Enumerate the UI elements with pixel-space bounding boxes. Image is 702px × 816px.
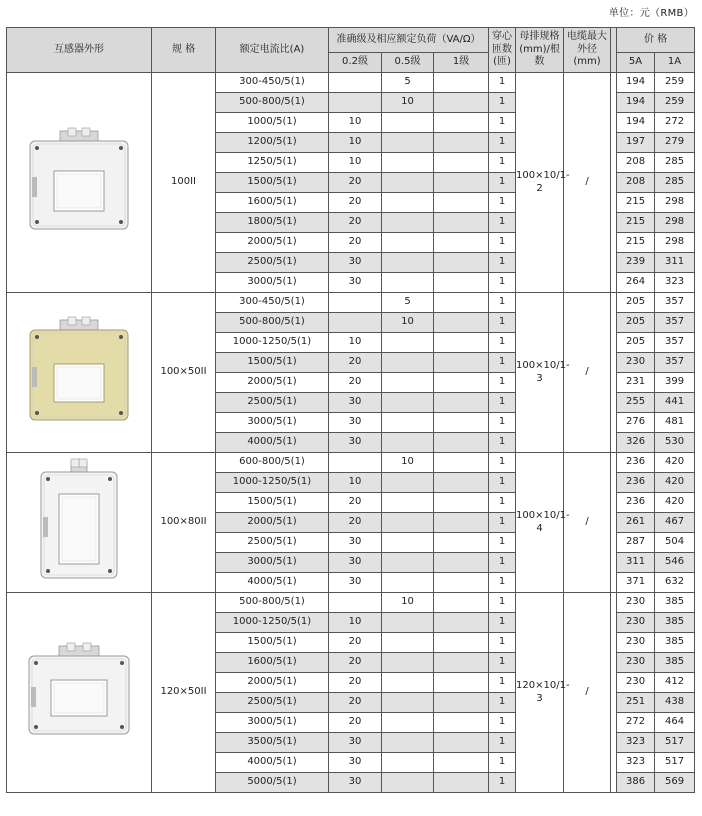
ratio-cell: 600-800/5(1)	[216, 453, 329, 473]
price-1a-cell: 632	[655, 573, 695, 593]
current-transformer-image	[20, 127, 138, 239]
acc-05-cell	[382, 193, 434, 213]
price-1a-cell: 441	[655, 393, 695, 413]
header-acc-05: 0.5级	[382, 53, 434, 73]
header-ratio: 额定电流比(A)	[216, 28, 329, 73]
acc-05-cell	[382, 393, 434, 413]
acc-1-cell	[434, 573, 489, 593]
price-1a-cell: 385	[655, 613, 695, 633]
acc-05-cell	[382, 353, 434, 373]
ratio-cell: 1200/5(1)	[216, 133, 329, 153]
acc-1-cell	[434, 753, 489, 773]
acc-1-cell	[434, 473, 489, 493]
unit-label: 单位：元（RMB）	[608, 8, 694, 19]
ratio-cell: 1500/5(1)	[216, 353, 329, 373]
turns-cell: 1	[489, 513, 516, 533]
price-5a-cell: 261	[617, 513, 655, 533]
header-price: 价 格	[617, 28, 695, 53]
table-row	[7, 73, 695, 93]
ratio-cell: 3000/5(1)	[216, 553, 329, 573]
acc-02-cell	[329, 313, 382, 333]
acc-05-cell	[382, 533, 434, 553]
ratio-cell: 500-800/5(1)	[216, 313, 329, 333]
price-5a-cell: 236	[617, 473, 655, 493]
acc-05-cell: 5	[382, 293, 434, 313]
acc-05-cell	[382, 333, 434, 353]
price-5a-cell: 205	[617, 333, 655, 353]
ratio-cell: 3500/5(1)	[216, 733, 329, 753]
acc-02-cell: 10	[329, 153, 382, 173]
turns-cell: 1	[489, 553, 516, 573]
acc-02-cell: 20	[329, 493, 382, 513]
turns-cell: 1	[489, 333, 516, 353]
price-1a-cell: 517	[655, 753, 695, 773]
spec-cell: 100×50II	[152, 293, 216, 453]
acc-05-cell	[382, 173, 434, 193]
cable-cell: /	[564, 293, 611, 453]
price-1a-cell: 259	[655, 73, 695, 93]
transformer-image-cell	[7, 453, 152, 593]
turns-cell: 1	[489, 173, 516, 193]
turns-cell: 1	[489, 753, 516, 773]
acc-05-cell: 10	[382, 453, 434, 473]
ratio-cell: 1000/5(1)	[216, 113, 329, 133]
acc-02-cell: 30	[329, 393, 382, 413]
acc-05-cell	[382, 773, 434, 793]
acc-02-cell: 10	[329, 333, 382, 353]
header-cable: 电缆最大外径(mm)	[564, 28, 611, 73]
ratio-cell: 2000/5(1)	[216, 673, 329, 693]
turns-cell: 1	[489, 73, 516, 93]
price-1a-cell: 438	[655, 693, 695, 713]
ratio-cell: 4000/5(1)	[216, 573, 329, 593]
price-5a-cell: 276	[617, 413, 655, 433]
ratio-cell: 1600/5(1)	[216, 193, 329, 213]
turns-cell: 1	[489, 733, 516, 753]
price-5a-cell: 230	[617, 353, 655, 373]
acc-02-cell: 10	[329, 613, 382, 633]
price-5a-cell: 208	[617, 173, 655, 193]
acc-1-cell	[434, 313, 489, 333]
ratio-cell: 3000/5(1)	[216, 273, 329, 293]
transformer-image-cell	[7, 293, 152, 453]
turns-cell: 1	[489, 773, 516, 793]
turns-cell: 1	[489, 213, 516, 233]
acc-1-cell	[434, 373, 489, 393]
acc-1-cell	[434, 273, 489, 293]
cable-cell: /	[564, 73, 611, 293]
price-5a-cell: 231	[617, 373, 655, 393]
turns-cell: 1	[489, 633, 516, 653]
ratio-cell: 2000/5(1)	[216, 373, 329, 393]
acc-1-cell	[434, 353, 489, 373]
acc-1-cell	[434, 593, 489, 613]
turns-cell: 1	[489, 693, 516, 713]
acc-02-cell	[329, 593, 382, 613]
ratio-cell: 2000/5(1)	[216, 233, 329, 253]
acc-05-cell: 10	[382, 93, 434, 113]
acc-1-cell	[434, 713, 489, 733]
acc-1-cell	[434, 653, 489, 673]
price-5a-cell: 194	[617, 73, 655, 93]
acc-1-cell	[434, 73, 489, 93]
price-5a-cell: 205	[617, 313, 655, 333]
ratio-cell: 2000/5(1)	[216, 513, 329, 533]
acc-1-cell	[434, 433, 489, 453]
acc-02-cell: 20	[329, 633, 382, 653]
turns-cell: 1	[489, 233, 516, 253]
turns-cell: 1	[489, 713, 516, 733]
current-transformer-image	[31, 458, 127, 588]
price-5a-cell: 215	[617, 193, 655, 213]
acc-02-cell: 30	[329, 533, 382, 553]
acc-1-cell	[434, 693, 489, 713]
price-1a-cell: 504	[655, 533, 695, 553]
price-5a-cell: 230	[617, 593, 655, 613]
price-1a-cell: 412	[655, 673, 695, 693]
acc-02-cell: 20	[329, 693, 382, 713]
ratio-cell: 1000-1250/5(1)	[216, 333, 329, 353]
acc-02-cell: 30	[329, 433, 382, 453]
acc-1-cell	[434, 153, 489, 173]
price-5a-cell: 197	[617, 133, 655, 153]
acc-1-cell	[434, 773, 489, 793]
price-1a-cell: 385	[655, 593, 695, 613]
ratio-cell: 1000-1250/5(1)	[216, 473, 329, 493]
header-turns: 穿心匝数(匝)	[489, 28, 516, 73]
header-accuracy: 准确级及相应额定负荷（VA/Ω）	[329, 28, 489, 53]
ratio-cell: 2500/5(1)	[216, 533, 329, 553]
price-5a-cell: 230	[617, 673, 655, 693]
acc-1-cell	[434, 493, 489, 513]
ratio-cell: 1800/5(1)	[216, 213, 329, 233]
acc-02-cell: 30	[329, 773, 382, 793]
price-1a-cell: 467	[655, 513, 695, 533]
ratio-cell: 2500/5(1)	[216, 693, 329, 713]
price-1a-cell: 399	[655, 373, 695, 393]
table-row	[7, 453, 695, 473]
turns-cell: 1	[489, 113, 516, 133]
ratio-cell: 5000/5(1)	[216, 773, 329, 793]
acc-02-cell	[329, 73, 382, 93]
acc-05-cell	[382, 553, 434, 573]
acc-05-cell: 5	[382, 73, 434, 93]
acc-05-cell	[382, 493, 434, 513]
ratio-cell: 500-800/5(1)	[216, 93, 329, 113]
spec-cell: 120×50II	[152, 593, 216, 793]
acc-1-cell	[434, 673, 489, 693]
acc-02-cell	[329, 453, 382, 473]
acc-05-cell	[382, 413, 434, 433]
acc-05-cell	[382, 473, 434, 493]
acc-02-cell: 20	[329, 653, 382, 673]
acc-02-cell: 10	[329, 113, 382, 133]
price-1a-cell: 323	[655, 273, 695, 293]
acc-05-cell	[382, 653, 434, 673]
busbar-cell: 100×10/1-2	[516, 73, 564, 293]
turns-cell: 1	[489, 313, 516, 333]
price-1a-cell: 420	[655, 493, 695, 513]
price-1a-cell: 481	[655, 413, 695, 433]
acc-05-cell	[382, 673, 434, 693]
spec-cell: 100×80II	[152, 453, 216, 593]
price-1a-cell: 420	[655, 453, 695, 473]
price-1a-cell: 285	[655, 153, 695, 173]
acc-05-cell	[382, 153, 434, 173]
price-5a-cell: 194	[617, 93, 655, 113]
ratio-cell: 300-450/5(1)	[216, 73, 329, 93]
ratio-cell: 1500/5(1)	[216, 173, 329, 193]
price-5a-cell: 215	[617, 233, 655, 253]
acc-02-cell: 20	[329, 193, 382, 213]
acc-02-cell: 20	[329, 173, 382, 193]
acc-02-cell	[329, 93, 382, 113]
turns-cell: 1	[489, 473, 516, 493]
acc-05-cell	[382, 513, 434, 533]
acc-02-cell: 30	[329, 553, 382, 573]
acc-02-cell: 30	[329, 573, 382, 593]
acc-1-cell	[434, 93, 489, 113]
acc-02-cell: 30	[329, 733, 382, 753]
acc-05-cell	[382, 713, 434, 733]
price-1a-cell: 420	[655, 473, 695, 493]
acc-1-cell	[434, 533, 489, 553]
acc-1-cell	[434, 253, 489, 273]
price-5a-cell: 311	[617, 553, 655, 573]
turns-cell: 1	[489, 613, 516, 633]
table-row	[7, 293, 695, 313]
acc-02-cell: 20	[329, 673, 382, 693]
price-1a-cell: 357	[655, 293, 695, 313]
ratio-cell: 1500/5(1)	[216, 633, 329, 653]
acc-02-cell: 30	[329, 753, 382, 773]
ratio-cell: 3000/5(1)	[216, 713, 329, 733]
price-5a-cell: 236	[617, 453, 655, 473]
price-1a-cell: 385	[655, 633, 695, 653]
acc-05-cell	[382, 233, 434, 253]
table-header	[7, 28, 695, 73]
acc-05-cell	[382, 613, 434, 633]
turns-cell: 1	[489, 353, 516, 373]
transformer-image-cell	[7, 73, 152, 293]
ratio-cell: 4000/5(1)	[216, 433, 329, 453]
acc-1-cell	[434, 633, 489, 653]
price-1a-cell: 259	[655, 93, 695, 113]
acc-02-cell: 20	[329, 213, 382, 233]
acc-02-cell: 20	[329, 513, 382, 533]
acc-1-cell	[434, 213, 489, 233]
price-5a-cell: 272	[617, 713, 655, 733]
header-price-5a: 5A	[617, 53, 655, 73]
spec-cell: 100II	[152, 73, 216, 293]
price-1a-cell: 298	[655, 213, 695, 233]
ratio-cell: 500-800/5(1)	[216, 593, 329, 613]
transformer-image-cell	[7, 593, 152, 793]
turns-cell: 1	[489, 373, 516, 393]
price-5a-cell: 236	[617, 493, 655, 513]
cable-cell: /	[564, 453, 611, 593]
header-acc-1: 1级	[434, 53, 489, 73]
acc-1-cell	[434, 393, 489, 413]
acc-1-cell	[434, 233, 489, 253]
price-1a-cell: 385	[655, 653, 695, 673]
price-1a-cell: 272	[655, 113, 695, 133]
acc-05-cell	[382, 633, 434, 653]
acc-02-cell: 20	[329, 233, 382, 253]
turns-cell: 1	[489, 273, 516, 293]
price-5a-cell: 326	[617, 433, 655, 453]
turns-cell: 1	[489, 133, 516, 153]
price-5a-cell: 208	[617, 153, 655, 173]
turns-cell: 1	[489, 153, 516, 173]
header-spec: 规 格	[152, 28, 216, 73]
acc-05-cell: 10	[382, 593, 434, 613]
price-table	[6, 27, 695, 793]
header-appearance: 互感器外形	[7, 28, 152, 73]
price-5a-cell: 215	[617, 213, 655, 233]
acc-05-cell	[382, 733, 434, 753]
acc-1-cell	[434, 553, 489, 573]
cable-cell: /	[564, 593, 611, 793]
acc-1-cell	[434, 113, 489, 133]
turns-cell: 1	[489, 533, 516, 553]
acc-1-cell	[434, 333, 489, 353]
ratio-cell: 1600/5(1)	[216, 653, 329, 673]
price-1a-cell: 357	[655, 333, 695, 353]
acc-1-cell	[434, 733, 489, 753]
acc-02-cell	[329, 293, 382, 313]
price-1a-cell: 311	[655, 253, 695, 273]
price-5a-cell: 371	[617, 573, 655, 593]
turns-cell: 1	[489, 433, 516, 453]
price-5a-cell: 264	[617, 273, 655, 293]
acc-02-cell: 30	[329, 413, 382, 433]
acc-05-cell	[382, 693, 434, 713]
price-1a-cell: 298	[655, 193, 695, 213]
ratio-cell: 1250/5(1)	[216, 153, 329, 173]
acc-1-cell	[434, 193, 489, 213]
acc-02-cell: 10	[329, 473, 382, 493]
header-acc-02: 0.2级	[329, 53, 382, 73]
acc-1-cell	[434, 133, 489, 153]
price-1a-cell: 569	[655, 773, 695, 793]
ratio-cell: 1500/5(1)	[216, 493, 329, 513]
acc-02-cell: 30	[329, 253, 382, 273]
price-1a-cell: 357	[655, 353, 695, 373]
acc-05-cell	[382, 573, 434, 593]
ratio-cell: 300-450/5(1)	[216, 293, 329, 313]
turns-cell: 1	[489, 413, 516, 433]
price-5a-cell: 255	[617, 393, 655, 413]
acc-02-cell: 20	[329, 713, 382, 733]
price-5a-cell: 230	[617, 633, 655, 653]
ratio-cell: 3000/5(1)	[216, 413, 329, 433]
turns-cell: 1	[489, 93, 516, 113]
acc-1-cell	[434, 613, 489, 633]
price-5a-cell: 386	[617, 773, 655, 793]
acc-1-cell	[434, 173, 489, 193]
price-1a-cell: 298	[655, 233, 695, 253]
turns-cell: 1	[489, 653, 516, 673]
price-5a-cell: 323	[617, 753, 655, 773]
turns-cell: 1	[489, 453, 516, 473]
price-1a-cell: 530	[655, 433, 695, 453]
acc-05-cell	[382, 133, 434, 153]
acc-1-cell	[434, 413, 489, 433]
price-5a-cell: 239	[617, 253, 655, 273]
acc-02-cell: 20	[329, 373, 382, 393]
price-5a-cell: 287	[617, 533, 655, 553]
acc-1-cell	[434, 293, 489, 313]
price-1a-cell: 357	[655, 313, 695, 333]
acc-05-cell	[382, 273, 434, 293]
turns-cell: 1	[489, 253, 516, 273]
price-5a-cell: 205	[617, 293, 655, 313]
turns-cell: 1	[489, 393, 516, 413]
acc-1-cell	[434, 453, 489, 473]
busbar-cell: 100×10/1-3	[516, 293, 564, 453]
turns-cell: 1	[489, 673, 516, 693]
turns-cell: 1	[489, 293, 516, 313]
header-busbar: 母排规格(mm)/根数	[516, 28, 564, 73]
acc-05-cell	[382, 213, 434, 233]
acc-05-cell	[382, 433, 434, 453]
price-5a-cell: 230	[617, 613, 655, 633]
acc-05-cell	[382, 753, 434, 773]
price-1a-cell: 517	[655, 733, 695, 753]
price-5a-cell: 194	[617, 113, 655, 133]
current-transformer-image	[19, 642, 139, 744]
acc-05-cell	[382, 113, 434, 133]
acc-1-cell	[434, 513, 489, 533]
price-1a-cell: 285	[655, 173, 695, 193]
turns-cell: 1	[489, 573, 516, 593]
acc-05-cell	[382, 253, 434, 273]
turns-cell: 1	[489, 493, 516, 513]
table-body	[7, 73, 695, 793]
acc-02-cell: 20	[329, 353, 382, 373]
acc-05-cell	[382, 373, 434, 393]
ratio-cell: 2500/5(1)	[216, 253, 329, 273]
busbar-cell: 100×10/1-4	[516, 453, 564, 593]
price-5a-cell: 230	[617, 653, 655, 673]
ratio-cell: 1000-1250/5(1)	[216, 613, 329, 633]
price-1a-cell: 464	[655, 713, 695, 733]
header-price-1a: 1A	[655, 53, 695, 73]
price-5a-cell: 323	[617, 733, 655, 753]
ratio-cell: 2500/5(1)	[216, 393, 329, 413]
price-1a-cell: 279	[655, 133, 695, 153]
turns-cell: 1	[489, 193, 516, 213]
current-transformer-image	[20, 316, 138, 430]
acc-05-cell: 10	[382, 313, 434, 333]
table-row	[7, 593, 695, 613]
price-1a-cell: 546	[655, 553, 695, 573]
price-5a-cell: 251	[617, 693, 655, 713]
ratio-cell: 4000/5(1)	[216, 753, 329, 773]
acc-02-cell: 10	[329, 133, 382, 153]
acc-02-cell: 30	[329, 273, 382, 293]
busbar-cell: 120×10/1-3	[516, 593, 564, 793]
turns-cell: 1	[489, 593, 516, 613]
